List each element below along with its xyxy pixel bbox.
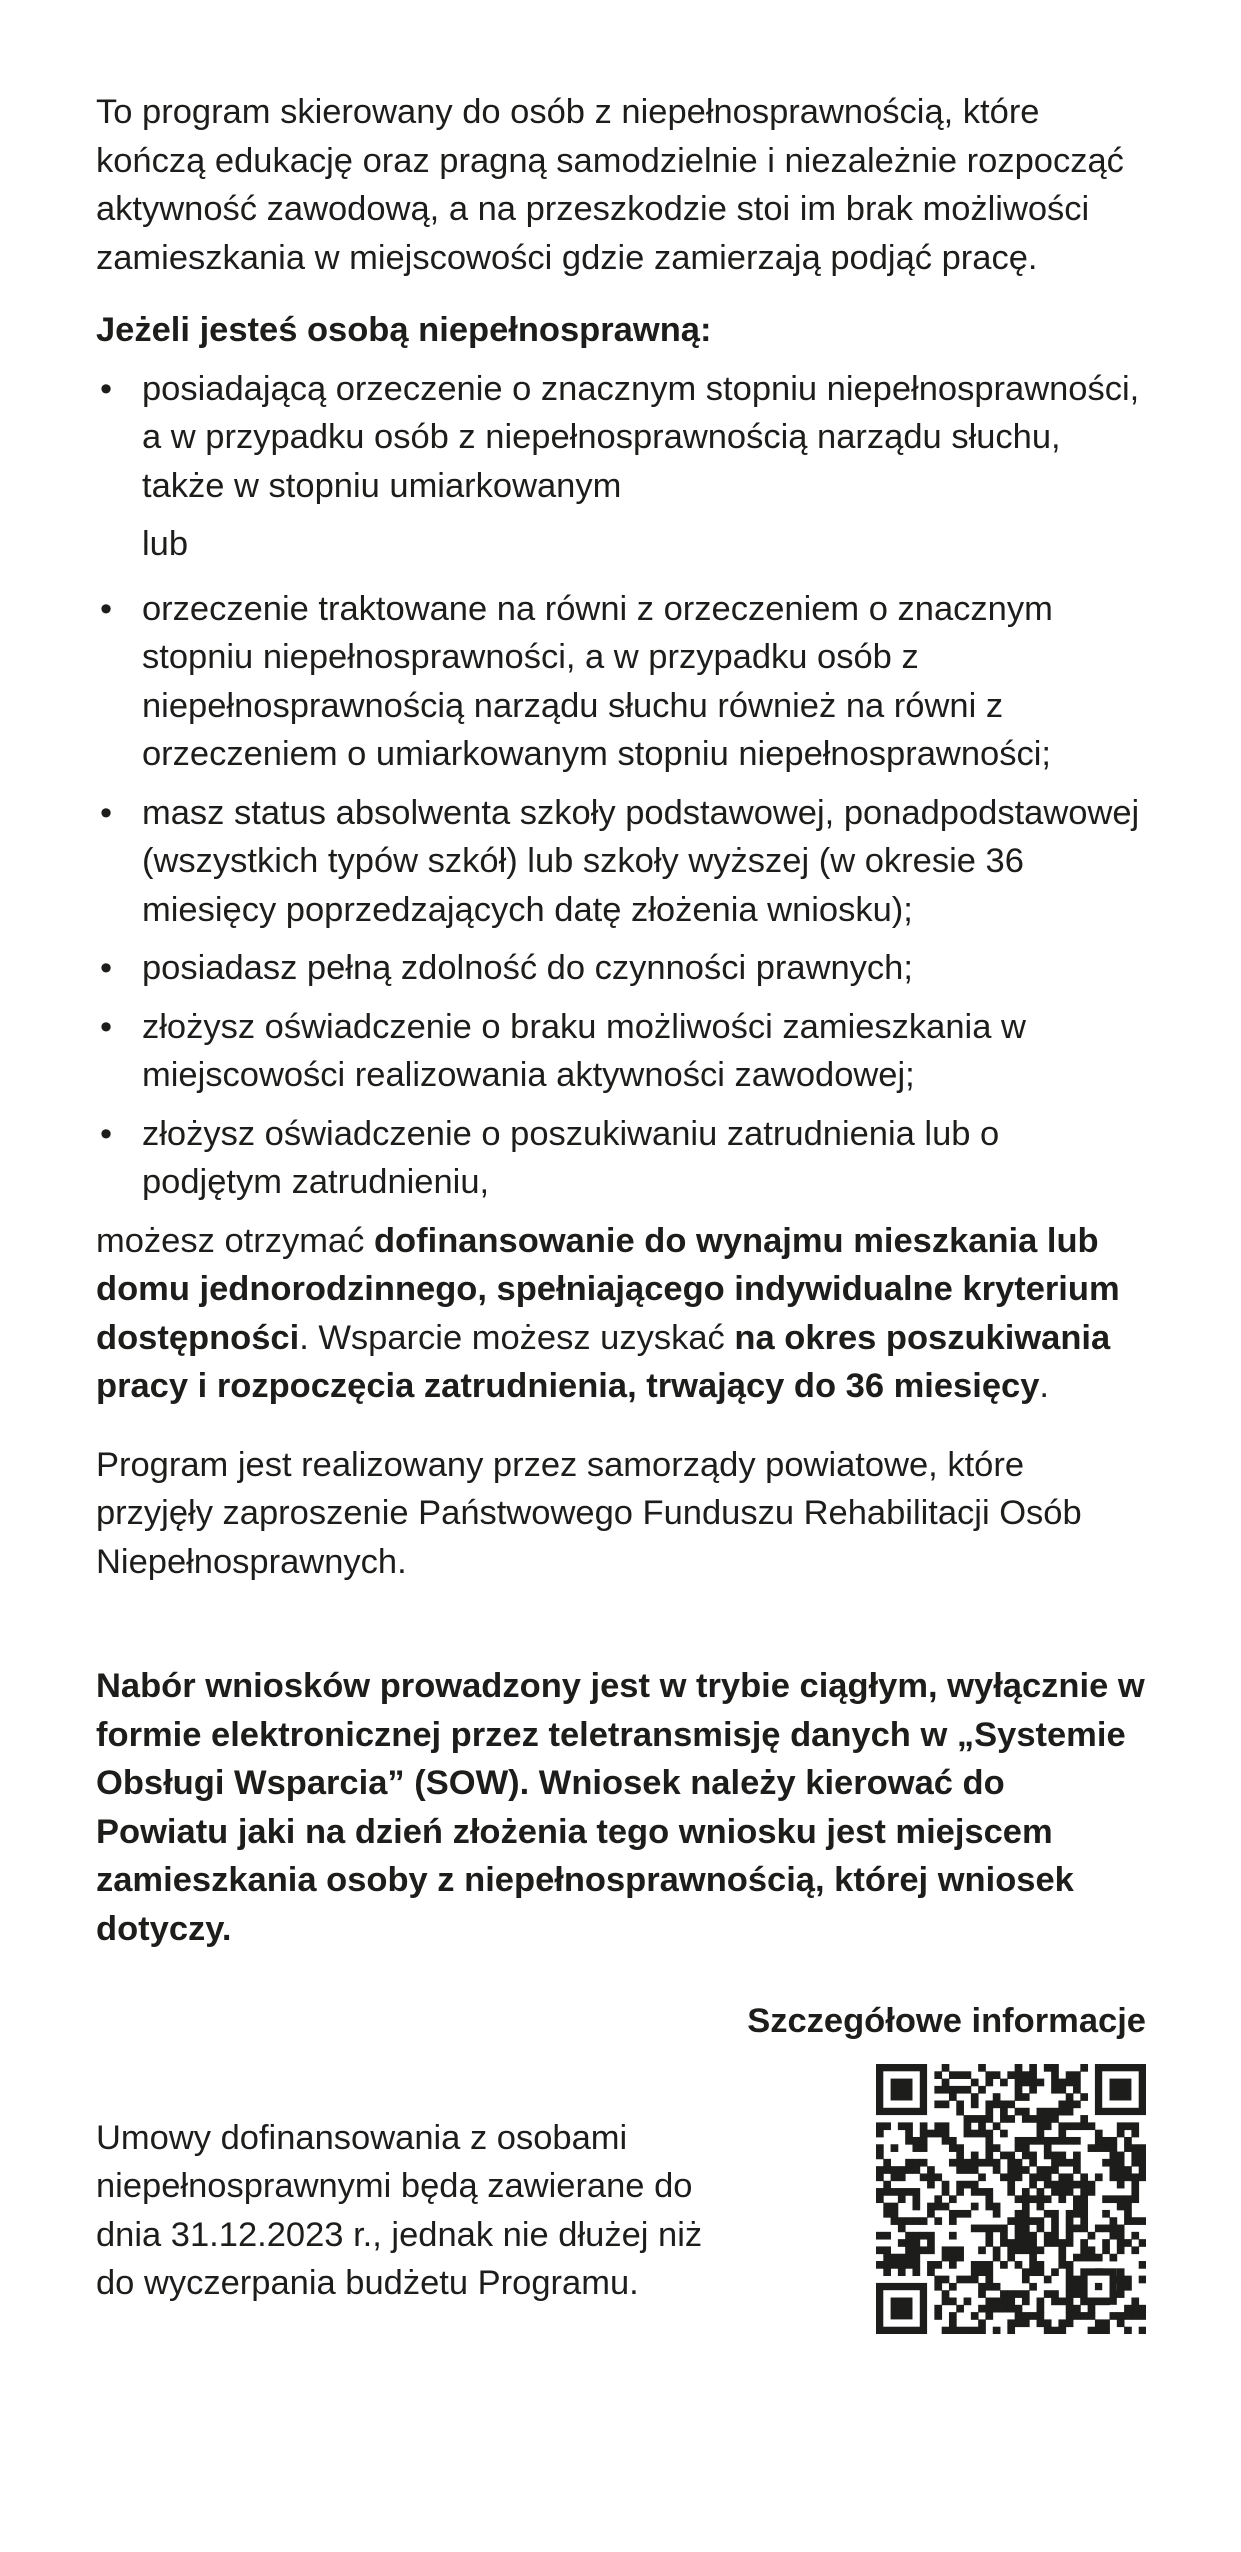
or-word: lub — [142, 525, 189, 563]
result-text: . — [1039, 1367, 1049, 1405]
result-emphasis: dofinansowanie do wynajmu mieszkania lub domu jednorodzinnego, spełniającego indywidualne kryterium dostępności — [96, 1221, 1120, 1357]
bottom-section — [96, 2064, 1146, 2344]
intro-paragraph: To program skierowany do osób z niepełnosprawnością, które kończą edukację oraz pragną samodzielnie i niezależnie rozpocząć aktywność zawodową, a na przeszkodzie stoi im brak możliwości zamieszkania w miejscowości gdzie zamierzają podjąć pracę. — [96, 93, 1124, 277]
criteria-list — [96, 365, 1146, 511]
eligibility-heading: Jeżeli jesteś osobą niepełnosprawną: — [96, 311, 712, 349]
criteria-text: złożysz oświadczenie o braku możliwości zamieszkania w miejscowości realizowania aktywności zawodowej; — [142, 1007, 1026, 1094]
criteria-item — [96, 944, 1146, 993]
criteria-item — [96, 1110, 1146, 1207]
result-emphasis: na okres poszukiwania pracy i rozpoczęcia zatrudnienia, trwający do 36 miesięcy — [96, 1318, 1111, 1405]
criteria-item — [96, 365, 1146, 511]
bullet-icon: • — [100, 589, 113, 628]
criteria-item — [96, 789, 1146, 935]
criteria-item — [96, 1003, 1146, 1100]
bullet-icon: • — [100, 1007, 113, 1046]
criteria-list-continued — [96, 585, 1146, 1207]
leaflet-page — [96, 88, 1146, 2344]
result-text: . Wsparcie możesz uzyskać — [299, 1318, 735, 1357]
criteria-text: posiadającą orzeczenie o znacznym stopniu niepełnosprawności, a w przypadku osób z niepełnosprawnością narządu słuchu, także w stopniu umiarkowanym — [142, 369, 1140, 505]
details-title: Szczegółowe informacje — [747, 2002, 1146, 2040]
criteria-text: orzeczenie traktowane na równi z orzeczeniem o znacznym stopniu niepełnosprawności, a w przypadku osób z niepełnosprawnością narządu słuchu również na równi z orzeczeniem o umiarkowanym stopniu niepełnosprawności; — [142, 589, 1053, 773]
program-paragraph: Program jest realizowany przez samorządy powiatowe, które przyjęły zaproszenie Państwowego Funduszu Rehabilitacji Osób Niepełnosprawnych. — [96, 1445, 1082, 1581]
criteria-text: złożysz oświadczenie o poszukiwaniu zatrudnienia lub o podjętym zatrudnieniu, — [142, 1114, 1000, 1201]
contract-note: Umowy dofinansowania z osobami niepełnosprawnymi będą zawierane do dnia 31.12.2023 r., jednak nie dłużej niż do wyczerpania budżetu Programu. — [96, 2118, 703, 2302]
criteria-text: posiadasz pełną zdolność do czynności prawnych; — [142, 949, 913, 987]
application-info-paragraph: Nabór wniosków prowadzony jest w trybie ciągłym, wyłącznie w formie elektronicznej przez teletransmisję danych w „Systemie Obsługi Wsparcia” (SOW). Wniosek należy kierować do Powiatu jaki na dzień złożenia tego wniosku jest miejscem zamieszkania osoby z niepełnosprawnością, której wniosek dotyczy. — [96, 1667, 1145, 1948]
bullet-icon: • — [100, 793, 113, 832]
bullet-icon: • — [100, 1114, 113, 1153]
result-text: możesz otrzymać — [96, 1221, 374, 1260]
result-paragraph — [96, 1217, 1146, 1411]
bullet-icon: • — [100, 369, 113, 408]
qr-code-icon[interactable] — [876, 2064, 1146, 2334]
criteria-text: masz status absolwenta szkoły podstawowej, ponadpodstawowej (wszystkich typów szkół) lub szkoły wyższej (w okresie 36 miesięcy poprzedzających datę złożenia wniosku); — [142, 793, 1140, 929]
bullet-icon: • — [100, 949, 113, 987]
criteria-item — [96, 585, 1146, 779]
